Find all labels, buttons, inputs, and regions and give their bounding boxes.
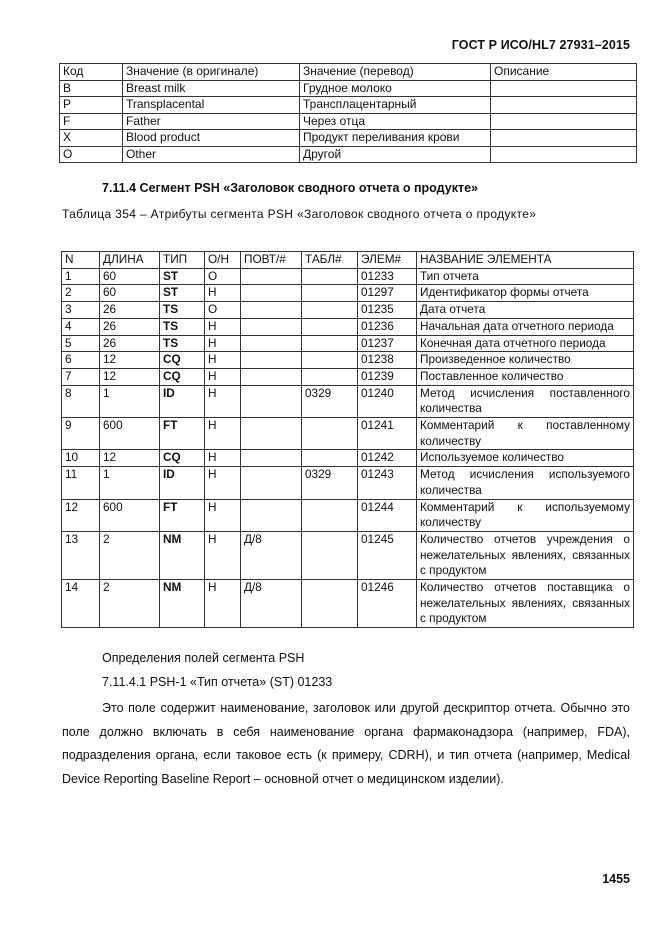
table-row — [60, 113, 637, 130]
table-cell — [241, 285, 302, 302]
table-cell: X — [60, 130, 123, 147]
table-cell: 1 — [62, 268, 100, 285]
table-cell: Метод исчисления поставленного количества — [417, 385, 634, 417]
table-cell: ST — [160, 285, 205, 302]
table-row — [62, 335, 634, 352]
table-cell: Н — [205, 335, 241, 352]
table-row — [60, 146, 637, 163]
table-header-row — [60, 64, 637, 81]
table-cell — [302, 368, 358, 385]
table-cell: 9 — [62, 418, 100, 450]
table-cell — [241, 418, 302, 450]
table-cell: Грудное молоко — [300, 80, 491, 97]
table-cell: 01239 — [358, 368, 417, 385]
table-cell: P — [60, 97, 123, 114]
table-cell: 14 — [62, 580, 100, 628]
subsection-title: 7.11.4.1 PSH-1 «Тип отчета» (ST) 01233 — [102, 675, 333, 689]
table-cell — [241, 318, 302, 335]
table-cell — [241, 467, 302, 499]
table-cell: 13 — [62, 531, 100, 579]
page-number: 1455 — [602, 872, 630, 886]
table-cell: Н — [205, 499, 241, 531]
table-cell — [241, 450, 302, 467]
table-cell: 01242 — [358, 450, 417, 467]
table-cell — [302, 580, 358, 628]
table-cell — [302, 418, 358, 450]
table-cell: 26 — [100, 302, 160, 319]
table-cell — [491, 146, 637, 163]
column-header: Значение (в оригинале) — [123, 64, 300, 81]
column-header: ЭЛЕМ# — [358, 252, 417, 269]
table-cell: Используемое количество — [417, 450, 634, 467]
table-cell: NM — [160, 531, 205, 579]
table-cell: Конечная дата отчетного периода — [417, 335, 634, 352]
table-cell: Дата отчета — [417, 302, 634, 319]
table-cell: 01245 — [358, 531, 417, 579]
table-cell: 2 — [100, 531, 160, 579]
table-cell — [491, 113, 637, 130]
table-cell: Количество отчетов учреждения о нежелательных явлениях, связанных с продуктом — [417, 531, 634, 579]
table-cell: 12 — [62, 499, 100, 531]
table-cell: Other — [123, 146, 300, 163]
table-cell: 60 — [100, 285, 160, 302]
table-row — [60, 80, 637, 97]
table-cell: 1 — [100, 467, 160, 499]
table-cell: Количество отчетов поставщика о нежелательных явлениях, связанных с продуктом — [417, 580, 634, 628]
table-cell: Н — [205, 285, 241, 302]
table-cell: B — [60, 80, 123, 97]
table-row — [62, 318, 634, 335]
table-cell: 12 — [100, 368, 160, 385]
table-cell: 01235 — [358, 302, 417, 319]
table-cell: TS — [160, 318, 205, 335]
table-cell: 60 — [100, 268, 160, 285]
table-cell: Д/8 — [241, 531, 302, 579]
table-row — [60, 130, 637, 147]
table-cell: Поставленное количество — [417, 368, 634, 385]
table-cell — [241, 335, 302, 352]
table-cell: Н — [205, 368, 241, 385]
table-cell — [241, 302, 302, 319]
column-header: ТАБЛ# — [302, 252, 358, 269]
table-cell: 26 — [100, 335, 160, 352]
table-cell: CQ — [160, 450, 205, 467]
code-table — [59, 63, 637, 163]
table-cell: FT — [160, 499, 205, 531]
table-row — [62, 499, 634, 531]
table-cell: Н — [205, 352, 241, 369]
definitions-heading: Определения полей сегмента PSH — [102, 651, 305, 665]
table-cell: Трансплацентарный — [300, 97, 491, 114]
table-cell: TS — [160, 302, 205, 319]
table-cell: Метод исчисления используемого количества — [417, 467, 634, 499]
table-cell: Продукт переливания крови — [300, 130, 491, 147]
column-header: ДЛИНА — [100, 252, 160, 269]
document-header: ГОСТ Р ИСО/HL7 27931–2015 — [451, 38, 630, 52]
table-cell: Father — [123, 113, 300, 130]
table-cell — [241, 385, 302, 417]
table-cell: 01297 — [358, 285, 417, 302]
table-cell — [241, 499, 302, 531]
segment-attributes-table — [61, 251, 634, 628]
table-cell: 11 — [62, 467, 100, 499]
table-cell: 12 — [100, 450, 160, 467]
table-cell — [491, 130, 637, 147]
column-header: ПОВТ/# — [241, 252, 302, 269]
table-cell: 0329 — [302, 385, 358, 417]
table-cell: 01241 — [358, 418, 417, 450]
column-header: Код — [60, 64, 123, 81]
table-cell — [491, 97, 637, 114]
table-cell — [302, 335, 358, 352]
table-cell: Комментарий к поставленному количеству — [417, 418, 634, 450]
table-cell: О — [205, 302, 241, 319]
table-cell: Н — [205, 450, 241, 467]
table-cell: ID — [160, 385, 205, 417]
table-row — [62, 368, 634, 385]
table-cell — [302, 268, 358, 285]
table-cell: 01243 — [358, 467, 417, 499]
table-cell: 4 — [62, 318, 100, 335]
table-cell — [302, 302, 358, 319]
table-cell: Blood product — [123, 130, 300, 147]
table-row — [62, 302, 634, 319]
table-cell: Д/8 — [241, 580, 302, 628]
table-cell: 5 — [62, 335, 100, 352]
table-row — [62, 580, 634, 628]
table-cell: TS — [160, 335, 205, 352]
table-cell: 600 — [100, 499, 160, 531]
table-cell: Через отца — [300, 113, 491, 130]
table-cell: CQ — [160, 352, 205, 369]
table-caption: Таблица 354 – Атрибуты сегмента PSH «Заголовок сводного отчета о продукте» — [62, 207, 537, 221]
table-cell: 01240 — [358, 385, 417, 417]
table-row — [60, 97, 637, 114]
table-row — [62, 385, 634, 417]
table-cell: 01244 — [358, 499, 417, 531]
table-cell: F — [60, 113, 123, 130]
table-row — [62, 285, 634, 302]
table-cell: Идентификатор формы отчета — [417, 285, 634, 302]
table-cell: 600 — [100, 418, 160, 450]
table-cell: 2 — [100, 580, 160, 628]
table-cell: 7 — [62, 368, 100, 385]
table-cell: 01237 — [358, 335, 417, 352]
table-cell: О — [205, 268, 241, 285]
column-header: О/Н — [205, 252, 241, 269]
body-paragraph: Это поле содержит наименование, заголовок или другой дескриптор отчета. Обычно это поле должно включать в себя наименование органа фармаконадзора (например, FDA), подразделения органа, если таковое есть (к примеру, CDRH), и тип отчета (например, Medical Device Reporting Baseline Report – основной отчет о медицинском изделии). — [62, 701, 630, 786]
table-cell — [241, 368, 302, 385]
column-header: НАЗВАНИЕ ЭЛЕМЕНТА — [417, 252, 634, 269]
table-cell: 01246 — [358, 580, 417, 628]
column-header: Значение (перевод) — [300, 64, 491, 81]
table-cell — [302, 450, 358, 467]
table-cell: Breast milk — [123, 80, 300, 97]
table-cell: 01233 — [358, 268, 417, 285]
table-cell — [302, 499, 358, 531]
table-header-row — [62, 252, 634, 269]
table-cell: Произведенное количество — [417, 352, 634, 369]
table-cell: Н — [205, 385, 241, 417]
table-cell: Другой — [300, 146, 491, 163]
table-cell: Н — [205, 467, 241, 499]
table-cell: 10 — [62, 450, 100, 467]
table-row — [62, 268, 634, 285]
table-cell: Н — [205, 318, 241, 335]
table-cell: Н — [205, 580, 241, 628]
table-cell: Начальная дата отчетного периода — [417, 318, 634, 335]
table-cell: 01238 — [358, 352, 417, 369]
table-cell: FT — [160, 418, 205, 450]
table-cell: 26 — [100, 318, 160, 335]
table-cell: ST — [160, 268, 205, 285]
table-cell: 2 — [62, 285, 100, 302]
column-header: Описание — [491, 64, 637, 81]
column-header: N — [62, 252, 100, 269]
table-row — [62, 467, 634, 499]
table-cell: 0329 — [302, 467, 358, 499]
table-row — [62, 450, 634, 467]
table-row — [62, 531, 634, 579]
table-cell — [491, 80, 637, 97]
table-cell: CQ — [160, 368, 205, 385]
table-cell: 01236 — [358, 318, 417, 335]
table-cell: 12 — [100, 352, 160, 369]
table-cell: Н — [205, 418, 241, 450]
table-cell: 6 — [62, 352, 100, 369]
table-row — [62, 418, 634, 450]
table-cell: 1 — [100, 385, 160, 417]
table-cell — [302, 318, 358, 335]
table-cell — [302, 531, 358, 579]
table-cell: Transplacental — [123, 97, 300, 114]
table-cell: NM — [160, 580, 205, 628]
table-row — [62, 352, 634, 369]
column-header: ТИП — [160, 252, 205, 269]
section-title: 7.11.4 Сегмент PSH «Заголовок сводного отчета о продукте» — [102, 181, 478, 195]
table-cell — [241, 268, 302, 285]
table-cell: O — [60, 146, 123, 163]
table-cell — [241, 352, 302, 369]
table-cell: ID — [160, 467, 205, 499]
table-cell: Н — [205, 531, 241, 579]
table-cell — [302, 352, 358, 369]
table-cell: Тип отчета — [417, 268, 634, 285]
table-cell: Комментарий к используемому количеству — [417, 499, 634, 531]
table-cell: 8 — [62, 385, 100, 417]
table-cell: 3 — [62, 302, 100, 319]
table-cell — [302, 285, 358, 302]
